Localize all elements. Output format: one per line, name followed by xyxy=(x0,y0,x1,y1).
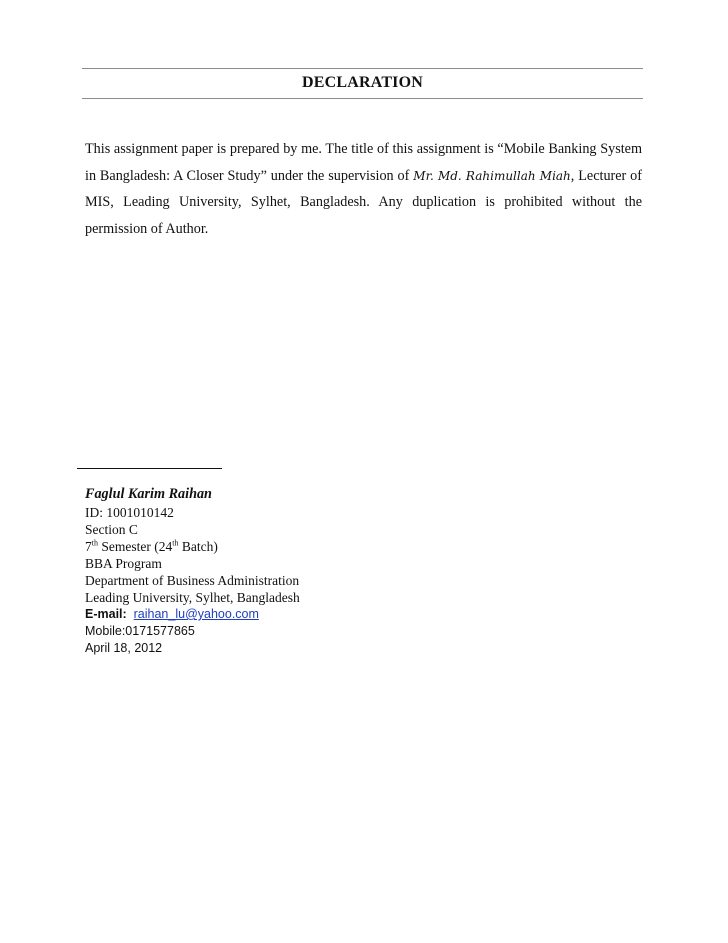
author-email xyxy=(85,606,485,623)
author-name: Faglul Karim Raihan xyxy=(85,486,212,502)
declaration-paragraph xyxy=(85,136,642,242)
signature-block xyxy=(85,486,485,657)
signature-line xyxy=(77,468,222,469)
email-link[interactable]: raihan_lu@yahoo.com xyxy=(133,607,259,621)
semester-text: Semester (24 xyxy=(97,539,173,554)
paragraph-text-end: , Lecturer of MIS, Leading University, Sylhet, Bangladesh. Any duplication is prohibited without the permission of Author. xyxy=(85,167,643,237)
author-mobile: Mobile:0171577865 xyxy=(85,624,195,638)
supervisor-name: Mr. Md. Rahimullah Miah xyxy=(413,168,571,183)
heading-bottom-rule xyxy=(82,98,643,99)
paragraph-text-start: This assignment paper is prepared by me. The title of this assignment is “Mobile Banking System in Bangladesh: A Closer Study” under the supervision of xyxy=(85,141,642,184)
author-university: Leading University, Sylhet, Bangladesh xyxy=(85,590,300,605)
author-program: BBA Program xyxy=(85,556,162,571)
batch-suffix: th xyxy=(172,538,179,548)
semester-number: 7 xyxy=(85,539,92,554)
email-label: E-mail: xyxy=(85,607,127,621)
heading-top-rule xyxy=(82,68,643,69)
author-section: Section C xyxy=(85,522,138,537)
author-id: ID: 1001010142 xyxy=(85,505,174,520)
document-date: April 18, 2012 xyxy=(85,641,163,655)
semester-suffix: th xyxy=(91,538,98,548)
author-department: Department of Business Administration xyxy=(85,573,300,588)
page-title: DECLARATION xyxy=(301,74,424,91)
author-semester xyxy=(85,538,485,555)
batch-text: Batch) xyxy=(178,539,218,554)
